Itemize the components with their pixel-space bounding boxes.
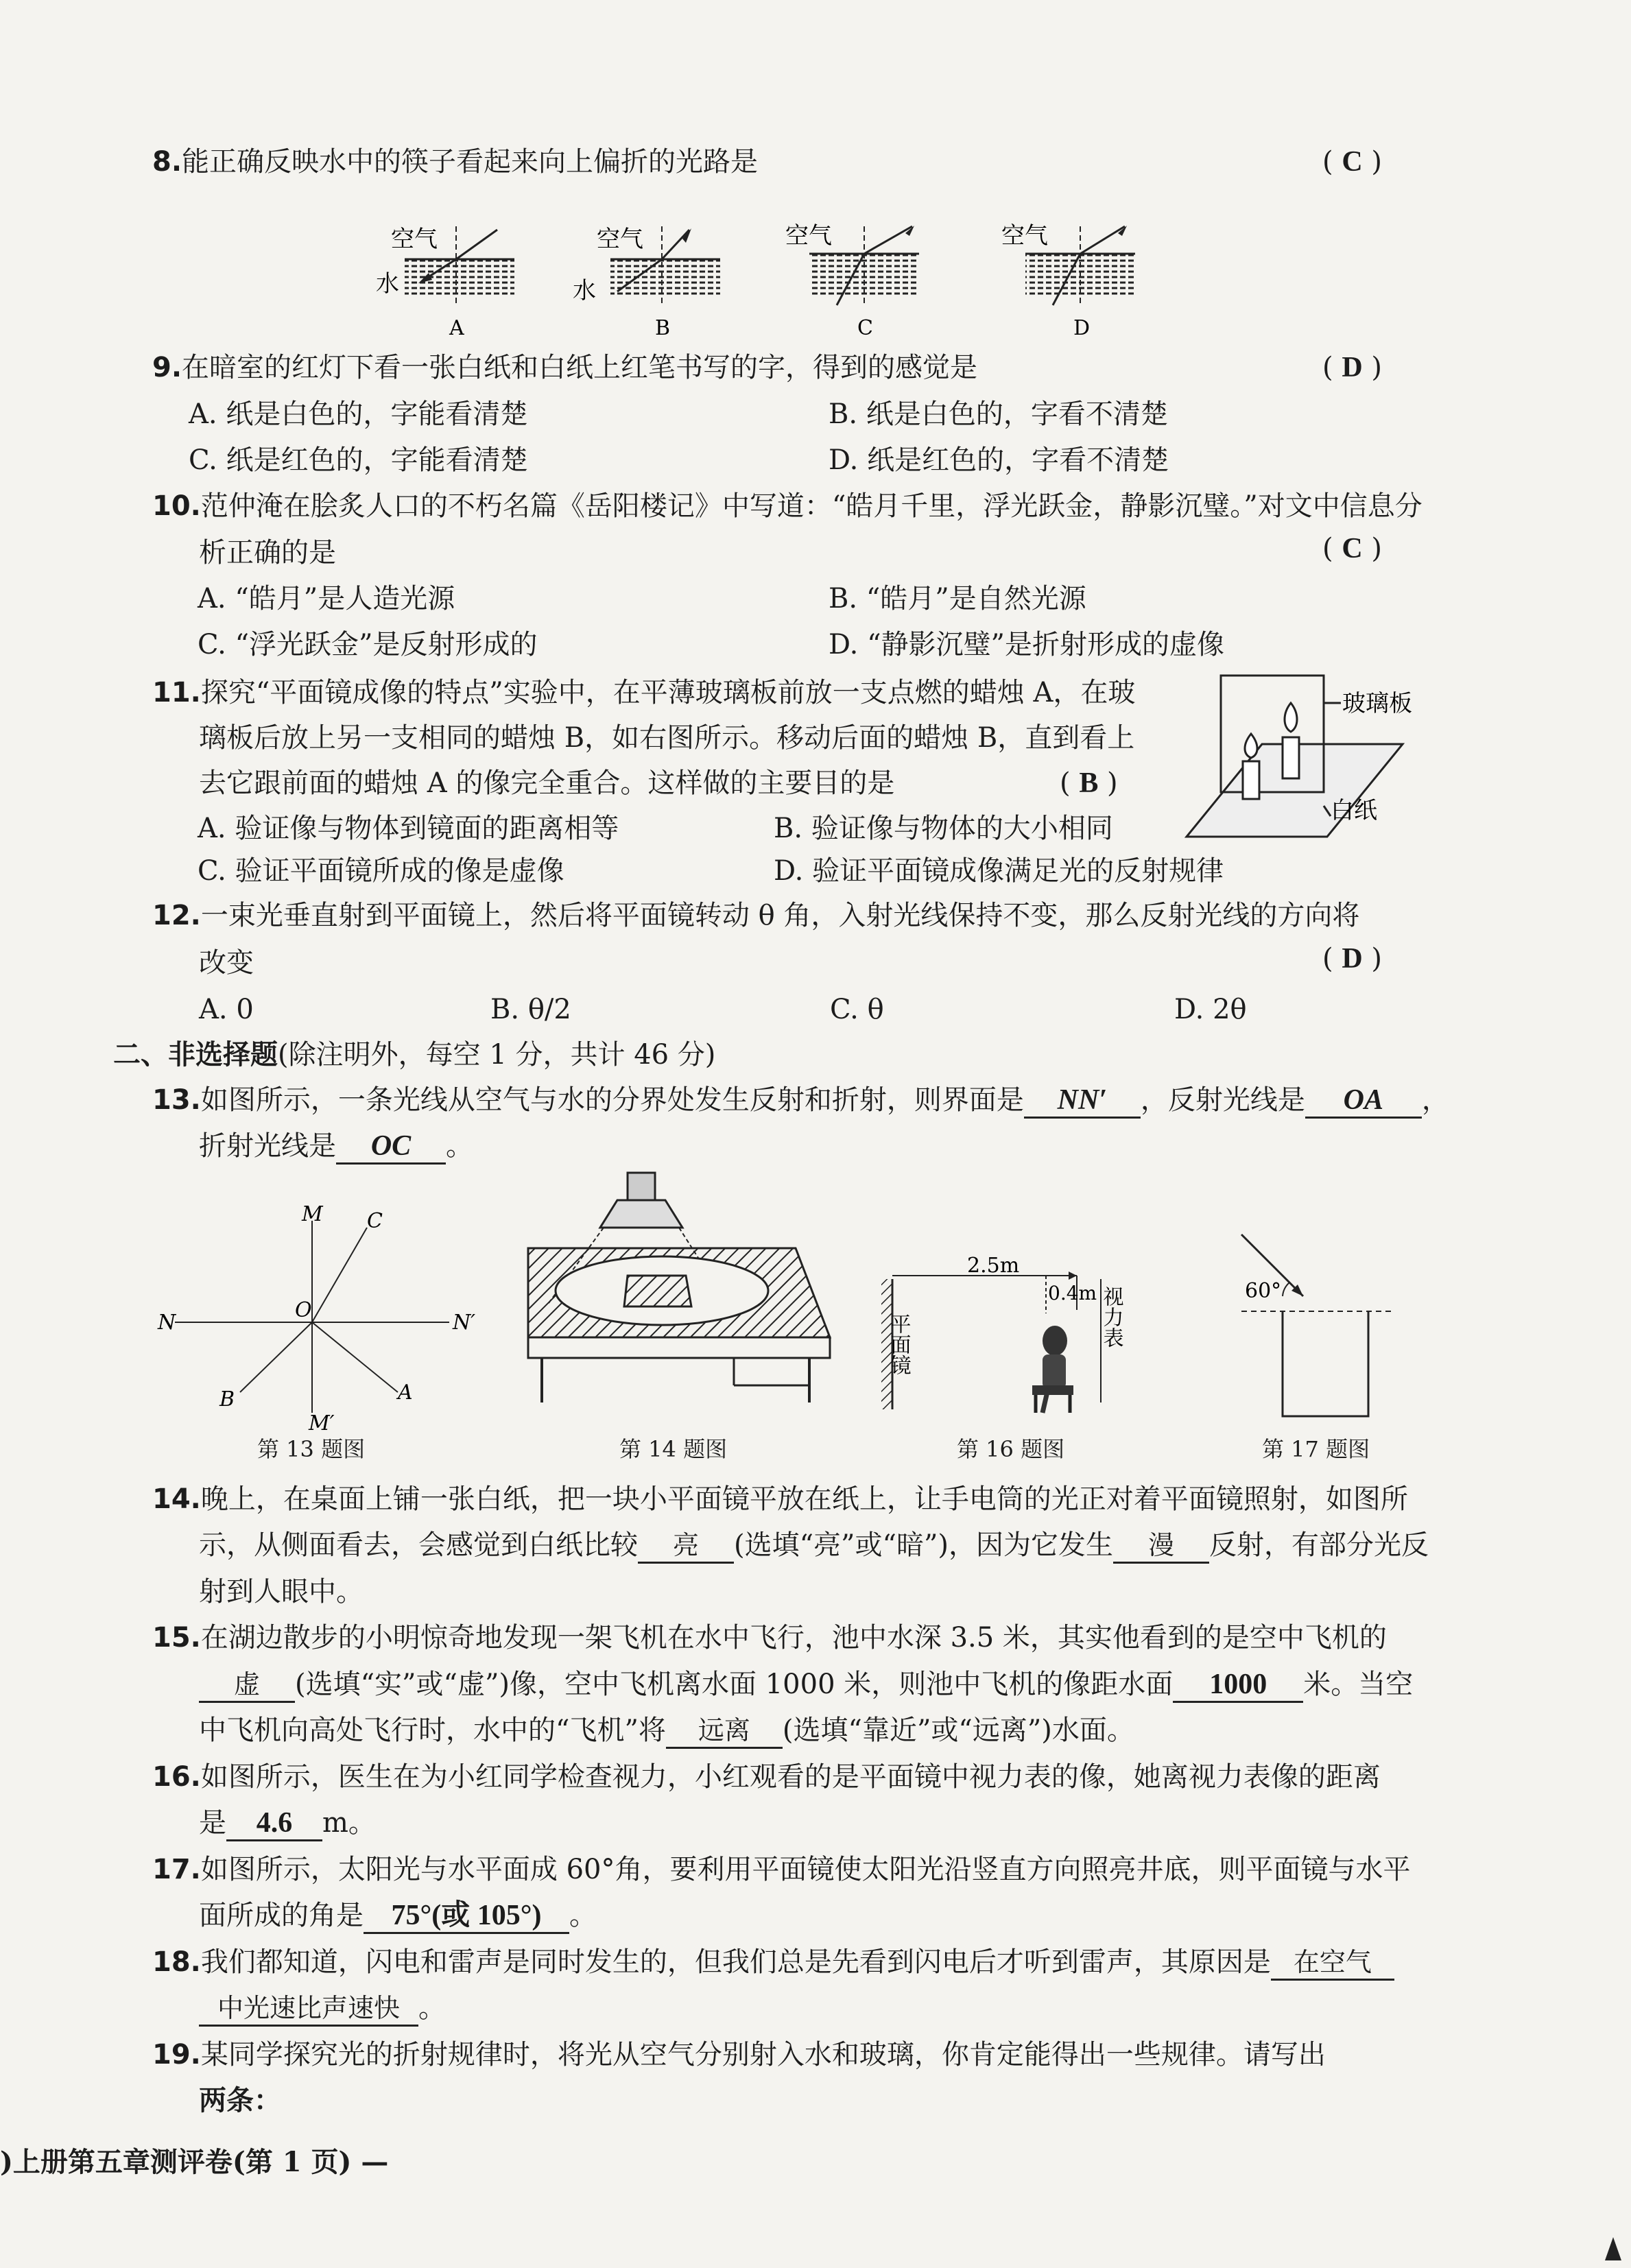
question-11: 11.探究“平面镜成像的特点”实验中，在平薄玻璃板前放一支点燃的蜡烛 A，在玻 [152, 677, 1136, 708]
candle-a [1243, 761, 1259, 799]
q15-blank-distance: 1000 [1173, 1668, 1303, 1703]
section-2-heading: 二、非选择题(除注明外，每空 1 分，共计 46 分) [113, 1039, 716, 1071]
question-13-line2: 折射光线是 OC 。 [199, 1127, 473, 1165]
fig-14 [528, 1173, 844, 1416]
q12-option-c: C. θ [830, 994, 884, 1025]
question-11-line3: 去它跟前面的蜡烛 A 的像完全重合。这样做的主要目的是 [199, 767, 895, 799]
svg-text:0.4m: 0.4m [1048, 1282, 1097, 1304]
q12-option-b: B. θ/2 [490, 994, 571, 1025]
fig-17 [1228, 1221, 1406, 1427]
flashlight [628, 1173, 655, 1200]
question-14-line2: 示，从侧面看去，会感觉到白纸比较 亮 (选填“亮”或“暗”)，因为它发生 漫 反射，有部分光反 [199, 1526, 1429, 1564]
svg-text:空气: 空气 [1001, 222, 1048, 250]
answer-8: ( C ) [1322, 146, 1382, 178]
answer-9: ( D ) [1322, 352, 1382, 383]
svg-text:平面镜: 平面镜 [886, 1313, 911, 1375]
q17-blank-angle: 75°(或 105°) [364, 1899, 569, 1934]
fig-16-caption: 第 16 题图 [957, 1436, 1065, 1462]
candle-b [1283, 737, 1299, 778]
svg-text:A: A [398, 1381, 413, 1405]
svg-text:60°: 60° [1245, 1279, 1282, 1303]
question-15-line2: 虚 (选填“实”或“虚”)像，空中飞机离水面 1000 米，则池中飞机的像距水面 1000 米。当空 [199, 1665, 1413, 1704]
diagram-c [785, 222, 919, 340]
q9-option-d: D. 纸是红色的，字看不清楚 [829, 444, 1169, 476]
q13-blank-interface: NN′ [1024, 1084, 1141, 1119]
q9-option-a: A. 纸是白色的，字能看清楚 [189, 398, 528, 430]
question-9: 9.在暗室的红灯下看一张白纸和白纸上红笔书写的字，得到的感觉是 [152, 352, 978, 383]
fig-13-caption: 第 13 题图 [257, 1436, 366, 1462]
fig-14-caption: 第 14 题图 [619, 1436, 728, 1462]
q10-option-a: A. “皓月”是人造光源 [198, 583, 455, 614]
diagram-d [1001, 222, 1135, 340]
q18-blank-reason-part1: 在空气 [1293, 1947, 1372, 1977]
q11-option-c: C. 验证平面镜所成的像是虚像 [198, 855, 564, 887]
q16-blank-distance: 4.6 [226, 1806, 322, 1841]
question-8: 8.能正确反映水中的筷子看起来向上偏折的光路是 [152, 146, 759, 178]
svg-text:C: C [367, 1209, 383, 1233]
q10-option-b: B. “皓月”是自然光源 [829, 583, 1086, 614]
q10-option-c: C. “浮光跃金”是反射形成的 [198, 629, 538, 660]
question-14-line3: 射到人眼中。 [199, 1576, 364, 1608]
well [1283, 1311, 1368, 1416]
svg-text:A: A [449, 316, 464, 340]
fig-17-caption: 第 17 题图 [1262, 1436, 1370, 1462]
q9-option-b: B. 纸是白色的，字看不清楚 [829, 398, 1168, 430]
diagram-a [376, 226, 514, 340]
svg-text:D: D [1073, 316, 1091, 340]
q12-option-a: A. 0 [199, 994, 254, 1025]
question-19: 19.某同学探究光的折射规律时，将光从空气分别射入水和玻璃，你肯定能得出一些规律。请写出 [152, 2039, 1326, 2070]
question-19-line2: 两条： [199, 2084, 281, 2116]
question-12: 12.一束光垂直射到平面镜上，然后将平面镜转动 θ 角，入射光线保持不变，那么反射光线的方向将 [152, 900, 1360, 931]
svg-text:空气: 空气 [785, 222, 832, 250]
svg-text:空气: 空气 [597, 226, 643, 253]
svg-text:C: C [857, 316, 873, 340]
svg-text:M: M [302, 1202, 323, 1226]
svg-text:玻璃板: 玻璃板 [1342, 690, 1412, 717]
q14-blank-reflection: 漫 [1148, 1530, 1175, 1560]
q13-blank-reflected: OA [1305, 1084, 1422, 1119]
svg-text:B: B [655, 316, 671, 340]
svg-text:B: B [219, 1387, 235, 1411]
answer-12: ( D ) [1322, 943, 1382, 975]
page-footer: )上册第五章测评卷(第 1 页) — [0, 2146, 389, 2178]
q11-candle-figure [1166, 669, 1427, 844]
question-10-line2: 析正确的是 [199, 537, 336, 569]
q8-diagrams [370, 222, 1180, 343]
diagram-b [573, 226, 720, 340]
question-13: 13.如图所示，一条光线从空气与水的分界处发生反射和折射，则界面是 NN′ ，反射光线是 OA ， [152, 1081, 1449, 1119]
svg-text:N: N [158, 1311, 176, 1335]
q18-blank-reason-part2: 中光速比声速快 [217, 1993, 400, 2023]
svg-text:水: 水 [573, 277, 596, 305]
question-14: 14.晚上，在桌面上铺一张白纸，把一块小平面镜平放在纸上，让手电筒的光正对着平面镜照射，如图所 [152, 1483, 1408, 1515]
svg-text:O: O [295, 1298, 312, 1322]
question-16-line2: 是 4.6 m。 [199, 1804, 376, 1842]
question-15: 15.在湖边散步的小明惊奇地发现一架飞机在水中飞行，池中水深 3.5 米，其实他看到的是空中飞机的 [152, 1622, 1387, 1654]
q9-option-c: C. 纸是红色的，字能看清楚 [189, 444, 528, 476]
question-11-line2: 璃板后放上另一支相同的蜡烛 B，如右图所示。移动后面的蜡烛 B，直到看上 [199, 722, 1135, 754]
question-18-line2: 中光速比声速快 。 [199, 1989, 446, 2027]
svg-text:M′: M′ [309, 1411, 335, 1435]
question-18: 18.我们都知道，闪电和雷声是同时发生的，但我们总是先看到闪电后才听到雷声，其原因是 在空气 [152, 1943, 1394, 1981]
fig-13 [147, 1200, 476, 1454]
answer-11: ( B ) [1060, 767, 1118, 799]
answer-10: ( C ) [1322, 533, 1382, 564]
svg-text:水: 水 [376, 270, 399, 298]
question-16: 16.如图所示，医生在为小红同学检查视力，小红观看的是平面镜中视力表的像，她离视力表像的距离 [152, 1761, 1381, 1793]
fig-16 [878, 1254, 1152, 1430]
girl-icon [1032, 1326, 1073, 1413]
q10-option-d: D. “静影沉璧”是折射形成的虚像 [829, 629, 1224, 660]
question-17-line2: 面所成的角是 75°(或 105°) 。 [199, 1896, 597, 1935]
svg-text:视力表: 视力表 [1099, 1286, 1123, 1348]
q13-blank-refracted: OC [336, 1130, 446, 1165]
question-10: 10.范仲淹在脍炙人口的不朽名篇《岳阳楼记》中写道：“皓月千里，浮光跃金，静影沉璧。”对文中信息分 [152, 490, 1422, 522]
q15-blank-direction: 远离 [698, 1715, 750, 1745]
q11-option-a: A. 验证像与物体到镜面的距离相等 [198, 813, 619, 844]
svg-text:空气: 空气 [391, 226, 438, 253]
question-15-line3: 中飞机向高处飞行时，水中的“飞机”将 远离 (选填“靠近”或“远离”)水面。 [199, 1711, 1134, 1750]
svg-text:N′: N′ [453, 1311, 476, 1335]
svg-text:白纸: 白纸 [1331, 797, 1377, 824]
q12-option-d: D. 2θ [1174, 994, 1247, 1025]
svg-text:2.5m: 2.5m [967, 1254, 1020, 1278]
q14-blank-brightness: 亮 [672, 1530, 699, 1560]
q15-blank-image-type: 虚 [233, 1669, 260, 1699]
corner-mark [1605, 2237, 1621, 2260]
q11-option-b: B. 验证像与物体的大小相同 [774, 813, 1113, 844]
q11-option-d: D. 验证平面镜成像满足光的反射规律 [774, 855, 1224, 887]
question-17: 17.如图所示，太阳光与水平面成 60°角，要利用平面镜使太阳光沿竖直方向照亮井底，则平面镜与水平 [152, 1854, 1411, 1885]
question-12-line2: 改变 [199, 947, 254, 979]
